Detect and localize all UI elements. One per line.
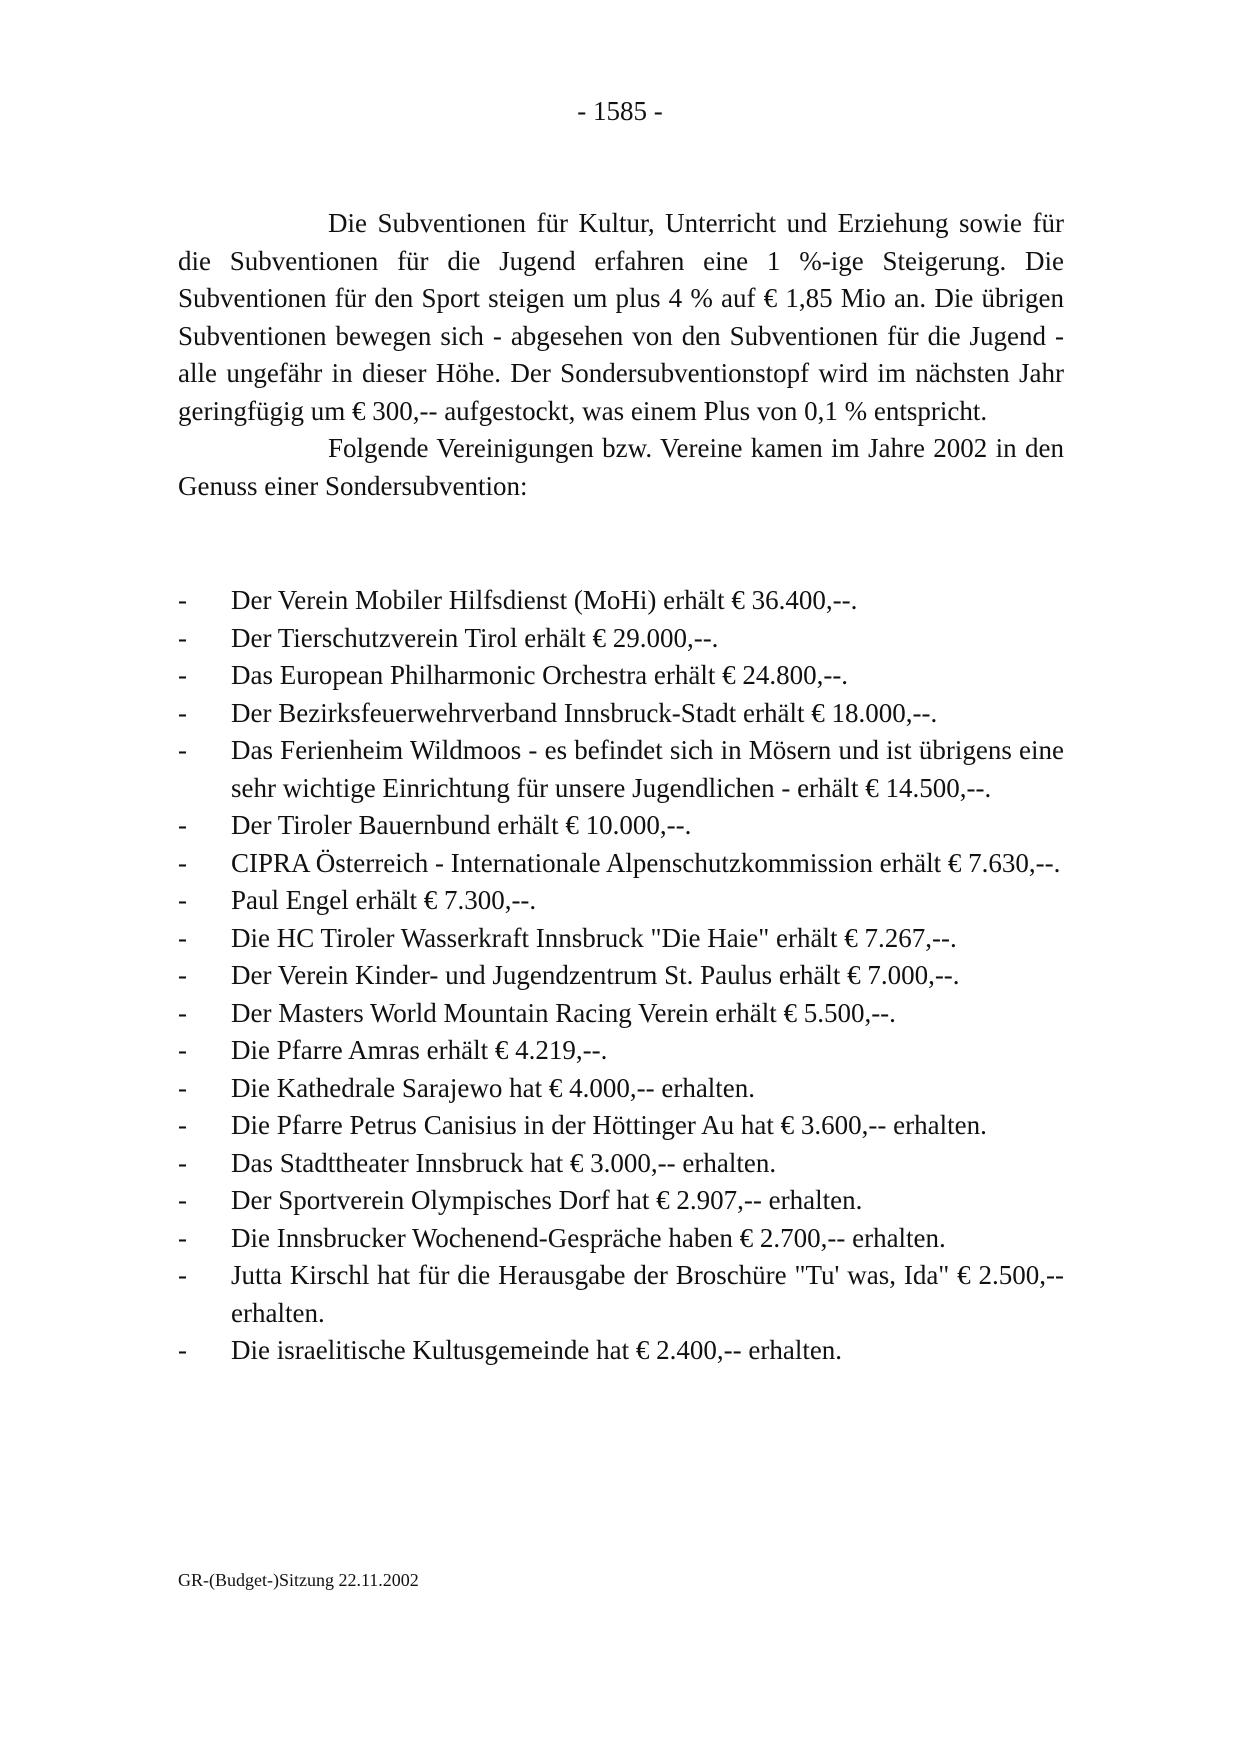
list-dash: - [178, 735, 187, 765]
list-dash: - [178, 1185, 187, 1215]
list-item-text: Die Pfarre Petrus Canisius in der Höttinger Au hat € 3.600,-- erhalten. [231, 1110, 987, 1140]
list-dash: - [178, 585, 187, 615]
list-dash: - [178, 1222, 187, 1253]
list-dash: - [178, 885, 187, 915]
list-item-text: Das European Philharmonic Orchestra erhält € 24.800,--. [231, 660, 849, 690]
subsidy-list [178, 582, 1064, 1370]
list-item [178, 582, 1064, 620]
list-dash: - [178, 847, 187, 878]
list-dash: - [178, 997, 187, 1028]
list-item-text: Die Innsbrucker Wochenend-Gespräche haben € 2.700,-- erhalten. [231, 1222, 946, 1253]
list-dash: - [178, 1072, 187, 1103]
list-item [178, 657, 1064, 695]
list-dash: - [178, 1260, 187, 1290]
list-item [178, 1220, 1064, 1258]
list-item [178, 1145, 1064, 1183]
list-item [178, 957, 1064, 995]
list-item-text: Der Sportverein Olympisches Dorf hat € 2.907,-- erhalten. [231, 1185, 863, 1215]
list-item-text: Der Tiroler Bauernbund erhält € 10.000,--. [231, 810, 692, 840]
list-dash: - [178, 697, 187, 728]
list-item [178, 1182, 1064, 1220]
list-item-text: Paul Engel erhält € 7.300,--. [231, 885, 537, 915]
list-item [178, 807, 1064, 845]
list-item-text: Der Verein Kinder- und Jugendzentrum St. Paulus erhält € 7.000,--. [231, 960, 960, 990]
list-item [178, 882, 1064, 920]
list-dash: - [178, 922, 187, 953]
paragraph-subsidies-overview: Die Subventionen für Kultur, Unterricht und Erziehung sowie für die Subventionen für die Jugend erfahren eine 1 %-ige Steigerung. Die Subventionen für den Sport steigen um plus 4 % auf € 1,85 Mio an. Die übrigen Subventionen bewegen sich - abgesehen von den Subventionen für die Jugend - alle ungefähr in dieser Höhe. Der Sondersubventionstopf wird im nächsten Jahr geringfügig um € 300,-- aufgestockt, was einem Plus von 0,1 % entspricht. [178, 208, 1064, 426]
list-item [178, 845, 1064, 883]
list-item [178, 620, 1064, 658]
list-item [178, 1070, 1064, 1108]
list-item-text: Die israelitische Kultusgemeinde hat € 2.400,-- erhalten. [231, 1335, 843, 1365]
list-dash: - [178, 660, 187, 690]
list-item [178, 920, 1064, 958]
list-item [178, 1257, 1064, 1332]
list-item-text: Jutta Kirschl hat für die Herausgabe der Broschüre "Tu' was, Ida" € 2.500,-- erhalten. [231, 1260, 1064, 1328]
list-dash: - [178, 622, 187, 653]
list-item-text: Der Tierschutzverein Tirol erhält € 29.000,--. [231, 622, 719, 653]
list-item-text: Das Stadttheater Innsbruck hat € 3.000,-- erhalten. [231, 1147, 777, 1178]
page-number: - 1585 - [577, 96, 663, 126]
list-item [178, 995, 1064, 1033]
list-item [178, 1332, 1064, 1370]
list-item [178, 1032, 1064, 1070]
list-dash: - [178, 810, 187, 840]
list-item [178, 695, 1064, 733]
list-item-text: Das Ferienheim Wildmoos - es befindet sich in Mösern und ist übrigens eine sehr wichtige Einrichtung für unsere Jugendlichen - erhält € 14.500,--. [231, 735, 1064, 803]
list-item-text: Die Kathedrale Sarajewo hat € 4.000,-- erhalten. [231, 1072, 756, 1103]
list-item [178, 1107, 1064, 1145]
paragraph-list-intro: Folgende Vereinigungen bzw. Vereine kamen im Jahre 2002 in den Genuss einer Sondersubvention: [178, 433, 1064, 501]
list-item-text: Die HC Tiroler Wasserkraft Innsbruck "Die Haie" erhält € 7.267,--. [231, 922, 957, 953]
list-item-text: Der Verein Mobiler Hilfsdienst (MoHi) erhält € 36.400,--. [231, 585, 858, 615]
list-dash: - [178, 1110, 187, 1140]
list-dash: - [178, 1035, 187, 1065]
footer-session-date: GR-(Budget-)Sitzung 22.11.2002 [178, 1570, 419, 1590]
body-text [178, 205, 1064, 505]
list-item [178, 732, 1064, 807]
list-item-text: Der Bezirksfeuerwehrverband Innsbruck-Stadt erhält € 18.000,--. [231, 697, 938, 728]
list-item-text: Die Pfarre Amras erhält € 4.219,--. [231, 1035, 608, 1065]
list-dash: - [178, 1335, 187, 1365]
list-dash: - [178, 1147, 187, 1178]
list-item-text: Der Masters World Mountain Racing Verein erhält € 5.500,--. [231, 997, 896, 1028]
list-dash: - [178, 960, 187, 990]
list-item-text: CIPRA Österreich - Internationale Alpenschutzkommission erhält € 7.630,--. [231, 847, 1061, 878]
